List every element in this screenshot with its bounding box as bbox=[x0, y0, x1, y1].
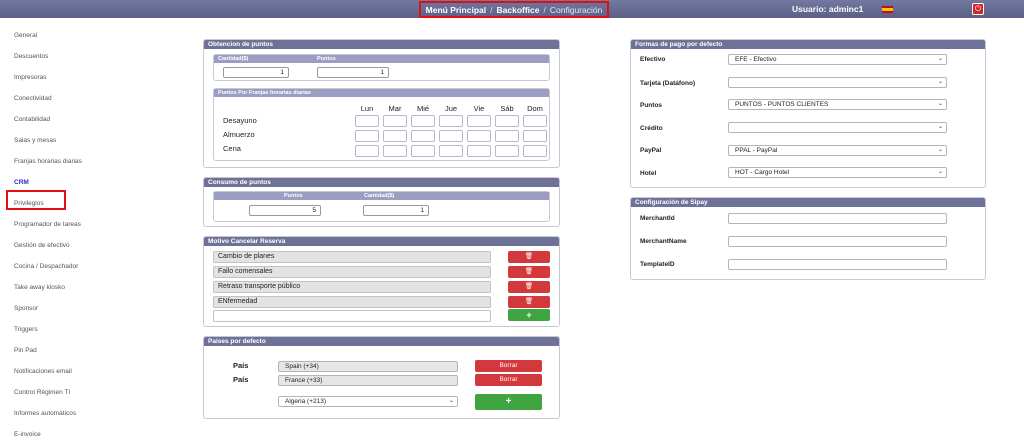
user-label: Usuario: adminc1 bbox=[792, 4, 864, 14]
panel-motivo-cancelar bbox=[203, 236, 560, 327]
panel-formas-pago bbox=[630, 39, 986, 188]
sipay-label-templateid: TemplateID bbox=[640, 261, 675, 268]
breadcrumb bbox=[419, 1, 609, 18]
chevron-down-icon: ⌄ bbox=[937, 147, 943, 153]
pago-label-puntos: Puntos bbox=[640, 102, 663, 109]
add-reason-button[interactable]: + bbox=[508, 309, 550, 321]
franja-input[interactable] bbox=[467, 115, 491, 127]
pago-label-credito: Crédito bbox=[640, 125, 663, 132]
pago-select-puntos[interactable] bbox=[728, 99, 947, 110]
new-reason-input[interactable] bbox=[213, 310, 491, 322]
sidebar-item-einvoice[interactable]: E-invoice bbox=[14, 431, 41, 438]
subpanel-header bbox=[214, 89, 549, 97]
sidebar-item-informes[interactable]: Informes automáticos bbox=[14, 410, 77, 417]
sidebar-item-salas-mesas[interactable]: Salas y mesas bbox=[14, 137, 57, 144]
pago-select-paypal[interactable] bbox=[728, 145, 947, 156]
borrar-country-button[interactable]: Borrar bbox=[475, 360, 542, 372]
pais-label: País bbox=[233, 375, 249, 384]
breadcrumb-current: Configuración bbox=[549, 4, 603, 15]
sidebar-item-programador[interactable]: Programador de tareas bbox=[14, 221, 81, 228]
country-item: Spain (+34) bbox=[278, 361, 458, 372]
day-label: Vie bbox=[473, 104, 485, 113]
col-puntos-label: Puntos bbox=[317, 56, 336, 62]
day-label: Mié bbox=[416, 104, 430, 113]
spain-flag-icon[interactable] bbox=[882, 6, 893, 13]
col-cantidad-label: Cantidad($) bbox=[218, 56, 249, 62]
panel-title: Consumo de puntos bbox=[204, 178, 559, 187]
franja-input[interactable] bbox=[467, 130, 491, 142]
subpanel-consumo bbox=[213, 191, 550, 222]
merchantname-input[interactable] bbox=[728, 236, 947, 247]
subpanel-header bbox=[214, 192, 549, 200]
pago-label-efectivo: Efectivo bbox=[640, 56, 666, 63]
power-icon[interactable]: ⏻ bbox=[972, 3, 984, 15]
select-value: EFE - Efectivo bbox=[735, 56, 777, 63]
sipay-label-merchantname: MerchantName bbox=[640, 238, 687, 245]
pago-select-hotel[interactable] bbox=[728, 167, 947, 178]
sidebar-item-sponsor[interactable]: Sponsor bbox=[14, 305, 39, 312]
sidebar-item-regimen[interactable]: Control Régimen TI bbox=[14, 389, 71, 396]
panel-title: Obtencion de puntos bbox=[204, 40, 559, 49]
sidebar-item-kiosko[interactable]: Take away kiosko bbox=[14, 284, 65, 291]
panel-title: Motivo Cancelar Reserva bbox=[204, 237, 559, 246]
sidebar-item-contabilidad[interactable]: Contabilidad bbox=[14, 116, 51, 123]
sidebar-item-efectivo[interactable]: Gestión de efectivo bbox=[14, 242, 70, 249]
sidebar-item-crm[interactable]: CRM bbox=[14, 179, 29, 186]
select-value: PUNTOS - PUNTOS CLIENTES bbox=[735, 101, 829, 108]
select-value: PPAL - PayPal bbox=[735, 147, 778, 154]
panel-title: Paises por defecto bbox=[204, 337, 559, 346]
franja-input[interactable] bbox=[439, 130, 463, 142]
sidebar-item-general[interactable]: General bbox=[14, 32, 38, 39]
pago-select-efectivo[interactable] bbox=[728, 54, 947, 65]
franja-input[interactable] bbox=[383, 130, 407, 142]
breadcrumb-menu-principal[interactable]: Menú Principal bbox=[425, 4, 487, 15]
row-label-cena: Cena bbox=[223, 144, 241, 153]
top-bar bbox=[0, 0, 1024, 18]
day-label: Dom bbox=[527, 104, 543, 113]
reason-item: Retraso transporte público bbox=[213, 281, 491, 293]
templateid-input[interactable] bbox=[728, 259, 947, 270]
panel-sipay bbox=[630, 197, 986, 280]
row-label-desayuno: Desayuno bbox=[223, 116, 257, 125]
chevron-down-icon: ⌄ bbox=[937, 169, 943, 175]
day-label: Mar bbox=[388, 104, 402, 113]
active-item-highlight bbox=[6, 190, 66, 210]
delete-reason-button[interactable]: 🗑 bbox=[508, 251, 550, 263]
sipay-label-merchantid: MerchantId bbox=[640, 215, 675, 222]
chevron-down-icon: ⌄ bbox=[937, 124, 943, 130]
franja-input[interactable] bbox=[523, 130, 547, 142]
franja-input[interactable] bbox=[439, 115, 463, 127]
franja-input[interactable] bbox=[355, 145, 379, 157]
sidebar-item-notificaciones[interactable]: Notificaciones email bbox=[14, 368, 72, 375]
borrar-country-button[interactable]: Borrar bbox=[475, 374, 542, 386]
sidebar-item-privilegios[interactable]: Privilegios bbox=[14, 200, 44, 207]
consumo-puntos-input[interactable]: 5 bbox=[249, 205, 321, 216]
sidebar-item-triggers[interactable]: Triggers bbox=[14, 326, 38, 333]
panel-title: Formas de pago por defecto bbox=[631, 40, 985, 49]
franja-input[interactable] bbox=[411, 115, 435, 127]
panel-title: Configuración de Sipay bbox=[631, 198, 985, 207]
col-puntos-label: Puntos bbox=[284, 193, 303, 199]
sidebar-item-franjas[interactable]: Franjas horarias diarias bbox=[14, 158, 82, 165]
panel-obtencion-puntos bbox=[203, 39, 560, 168]
sidebar-item-cocina[interactable]: Cocina / Despachador bbox=[14, 263, 79, 270]
franja-input[interactable] bbox=[495, 130, 519, 142]
franja-input[interactable] bbox=[355, 130, 379, 142]
country-select[interactable] bbox=[278, 396, 458, 407]
cantidad-input[interactable]: 1 bbox=[223, 67, 289, 78]
subpanel-header bbox=[214, 55, 549, 63]
panel-consumo-puntos bbox=[203, 177, 560, 227]
day-label: Sáb bbox=[500, 104, 514, 113]
delete-reason-button[interactable]: 🗑 bbox=[508, 266, 550, 278]
reason-item: Fallo comensales bbox=[213, 266, 491, 278]
franja-input[interactable] bbox=[523, 115, 547, 127]
reason-item: Cambio de planes bbox=[213, 251, 491, 263]
franjas-title: Puntos Por Franjas horarias diarias bbox=[218, 90, 311, 96]
pais-label: País bbox=[233, 361, 249, 370]
day-label: Lun bbox=[360, 104, 374, 113]
sidebar-item-impresoras[interactable]: Impresoras bbox=[14, 74, 47, 81]
franja-input[interactable] bbox=[383, 145, 407, 157]
franja-input[interactable] bbox=[411, 145, 435, 157]
breadcrumb-backoffice[interactable]: Backoffice bbox=[496, 4, 540, 15]
merchantid-input[interactable] bbox=[728, 213, 947, 224]
puntos-input[interactable]: 1 bbox=[317, 67, 389, 78]
franja-input[interactable] bbox=[495, 145, 519, 157]
franja-input[interactable] bbox=[495, 115, 519, 127]
add-country-button[interactable]: + bbox=[475, 394, 542, 410]
franja-input[interactable] bbox=[383, 115, 407, 127]
delete-reason-button[interactable]: 🗑 bbox=[508, 296, 550, 308]
panel-paises bbox=[203, 336, 560, 419]
pago-select-credito[interactable] bbox=[728, 122, 947, 133]
select-value: HOT - Cargo Hotel bbox=[735, 169, 790, 176]
sidebar-item-descuentos[interactable]: Descuentos bbox=[14, 53, 49, 60]
breadcrumb-separator: / bbox=[543, 4, 546, 15]
franja-input[interactable] bbox=[411, 130, 435, 142]
breadcrumb-separator: / bbox=[490, 4, 493, 15]
sidebar-item-pinpad[interactable]: Pin Pad bbox=[14, 347, 37, 354]
pago-select-tarjeta[interactable] bbox=[728, 77, 947, 88]
consumo-cantidad-input[interactable]: 1 bbox=[363, 205, 429, 216]
subpanel-cantidad-puntos bbox=[213, 54, 550, 81]
country-select-value: Algeria (+213) bbox=[285, 398, 327, 405]
pago-label-tarjeta: Tarjeta (Datáfono) bbox=[640, 80, 696, 87]
country-item: France (+33) bbox=[278, 375, 458, 386]
reason-item: ENfermedad bbox=[213, 296, 491, 308]
chevron-down-icon: ⌄ bbox=[937, 101, 943, 107]
franja-input[interactable] bbox=[467, 145, 491, 157]
chevron-down-icon: ⌄ bbox=[937, 79, 943, 85]
chevron-down-icon: ⌄ bbox=[448, 398, 454, 404]
sidebar-item-conectividad[interactable]: Conectividad bbox=[14, 95, 52, 102]
franja-input[interactable] bbox=[355, 115, 379, 127]
day-label: Jue bbox=[444, 104, 458, 113]
pago-label-hotel: Hotel bbox=[640, 170, 657, 177]
pago-label-paypal: PayPal bbox=[640, 147, 662, 154]
delete-reason-button[interactable]: 🗑 bbox=[508, 281, 550, 293]
franja-input[interactable] bbox=[439, 145, 463, 157]
col-cantidad-label: Cantidad($) bbox=[364, 193, 395, 199]
franja-input[interactable] bbox=[523, 145, 547, 157]
chevron-down-icon: ⌄ bbox=[937, 56, 943, 62]
row-label-almuerzo: Almuerzo bbox=[223, 130, 255, 139]
subpanel-franjas bbox=[213, 88, 550, 161]
